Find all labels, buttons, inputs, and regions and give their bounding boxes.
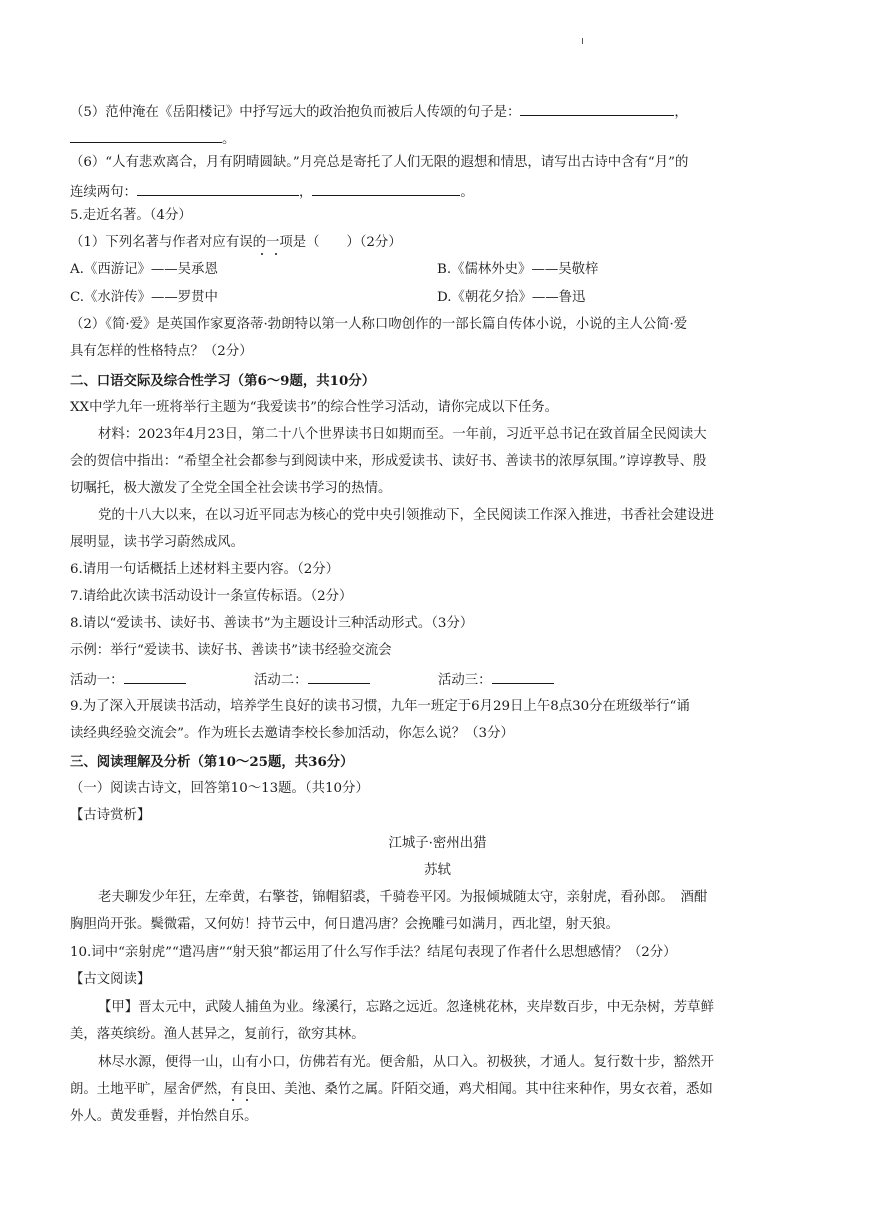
activity-1: 活动一： (70, 669, 186, 690)
question-6: 6.请用一句话概括上述材料主要内容。（2分） (70, 562, 340, 577)
material-line-3: 切嘱托，极大激发了全党全国全社会读书学习的热情。 (70, 481, 392, 496)
answer-blank[interactable] (124, 669, 186, 684)
poem-line-2: 胸胆尚开张。鬓微霜，又何妨！持节云中，何日遣冯唐？会挽雕弓如满月，西北望，射天狼。 (70, 917, 620, 932)
passage-jia-line-3: 林尽水源，便得一山，山有小口，仿佛若有光。便舍船，从口入。初极狭，才通人。复行数十步，豁然开 (98, 1055, 714, 1070)
q5-recitation-line-2: 。 (70, 128, 805, 149)
q5-recitation-line: （5）范仲淹在《岳阳楼记》中抒写远大的政治抱负而被后人传颂的句子是： ， (70, 101, 805, 122)
poem-title: 江城子·密州出猎 (388, 836, 487, 851)
q5-sub1: （1）下列名著与作者对应有误的一项是（ ）（2分） (70, 235, 402, 250)
emphasis-dot (261, 253, 263, 255)
question-10: 10.词中“亲射虎”“遣冯唐”“射天狼”都运用了什么写作手法？结尾句表现了作者什么思想感情？（2分） (70, 945, 677, 960)
option-a[interactable]: A.《西游记》——吴承恩 (70, 262, 218, 277)
question-7: 7.请给此次读书活动设计一条宣传标语。（2分） (70, 589, 353, 604)
answer-blank[interactable] (492, 669, 554, 684)
prose-label: 【古文阅读】 (70, 972, 151, 987)
option-c[interactable]: C.《水浒传》——罗贯中 (70, 290, 218, 305)
q5-recitation-text: （5）范仲淹在《岳阳楼记》中抒写远大的政治抱负而被后人传颂的句子是： (70, 105, 521, 120)
q6-answer-line: 连续两句： ， 。 (70, 181, 805, 202)
section-2-intro: XX中学九年一班将举行主题为“我爱读书”的综合性学习活动，请你完成以下任务。 (70, 400, 559, 415)
part-1-intro: （一）阅读古诗文，回答第10～13题。（共10分） (70, 781, 369, 796)
material-line-1: 材料：2023年4月23日，第二十八个世界读书日如期而至。一年前，习近平总书记在致首届全民阅读大 (98, 427, 707, 442)
poem-line-1: 老夫聊发少年狂，左牵黄，右擎苍，锦帽貂裘，千骑卷平冈。为报倾城随太守，亲射虎，看孙郎。 酒酣 (98, 890, 708, 905)
emphasis-dot (275, 253, 277, 255)
answer-blank[interactable] (312, 181, 460, 196)
question-8-example: 示例：举行“爱读书、读好书、善读书”读书经验交流会 (70, 643, 392, 658)
question-8: 8.请以“爱读书、读好书、善读书”为主题设计三种活动形式。（3分） (70, 616, 474, 631)
q6-prompt-line: （6）“人有悲欢离合，月有阴晴圆缺。”月亮总是寄托了人们无限的遐想和情思，请写出古诗中含有“月”的 (70, 155, 689, 170)
answer-blank[interactable] (137, 181, 299, 196)
poem-label: 【古诗赏析】 (70, 808, 151, 823)
q5-sub2-line-2: 具有怎样的性格特点？（2分） (70, 344, 253, 359)
option-b[interactable]: B.《儒林外史》——吴敬梓 (437, 262, 599, 277)
activity-3: 活动三： (438, 669, 554, 690)
question-9-line-1: 9.为了深入开展读书活动，培养学生良好的读书习惯，九年一班定于6月29日上午8点30分在班级举行“诵 (70, 699, 690, 714)
material-line-4: 党的十八大以来，在以习近平同志为核心的党中央引领推动下，全民阅读工作深入推进，书香社会建设进 (98, 508, 714, 523)
q5-sub2-line-1: （2）《简·爱》是英国作家夏洛蒂·勃朗特以第一人称口吻创作的一部长篇自传体小说，小说的主人公简·爱 (70, 317, 688, 332)
q5-title: 5.走近名著。（4分） (70, 208, 192, 223)
option-d[interactable]: D.《朝花夕拾》——鲁迅 (437, 290, 586, 305)
emphasis-dot (246, 1099, 248, 1101)
poem-author: 苏轼 (424, 863, 451, 878)
activity-2: 活动二： (254, 669, 370, 690)
answer-blank[interactable] (308, 669, 370, 684)
section-3-heading: 三、阅读理解及分析（第10～25题，共36分） (70, 754, 354, 770)
section-2-heading: 二、口语交际及综合性学习（第6～9题，共10分） (70, 373, 376, 389)
question-9-line-2: 读经典经验交流会”。作为班长去邀请李校长参加活动，你怎么说？（3分） (70, 726, 514, 741)
passage-jia-line-5: 外人。黄发垂髫，并怡然自乐。 (70, 1109, 258, 1124)
passage-jia-line-1: 【甲】晋太元中，武陵人捕鱼为业。缘溪行，忘路之远近。忽逢桃花林，夹岸数百步，中无杂树，芳草鲜 (98, 1000, 714, 1015)
answer-blank[interactable] (70, 128, 222, 143)
page-mark (582, 38, 583, 44)
passage-jia-line-4: 朗。土地平旷，屋舍俨然，有良田、美池、桑竹之属。阡陌交通，鸡犬相闻。其中往来种作，男女衣着，悉如 (70, 1082, 713, 1097)
material-line-2: 会的贺信中指出：“希望全社会都参与到阅读中来，形成爱读书、读好书、善读书的浓厚氛围。”谆谆教导、殷 (70, 454, 707, 469)
material-line-5: 展明显，读书学习蔚然成风。 (70, 535, 245, 550)
emphasis-dot (232, 1099, 234, 1101)
passage-jia-line-2: 美，落英缤纷。渔人甚异之，复前行，欲穷其林。 (70, 1027, 365, 1042)
answer-blank[interactable] (520, 101, 674, 116)
